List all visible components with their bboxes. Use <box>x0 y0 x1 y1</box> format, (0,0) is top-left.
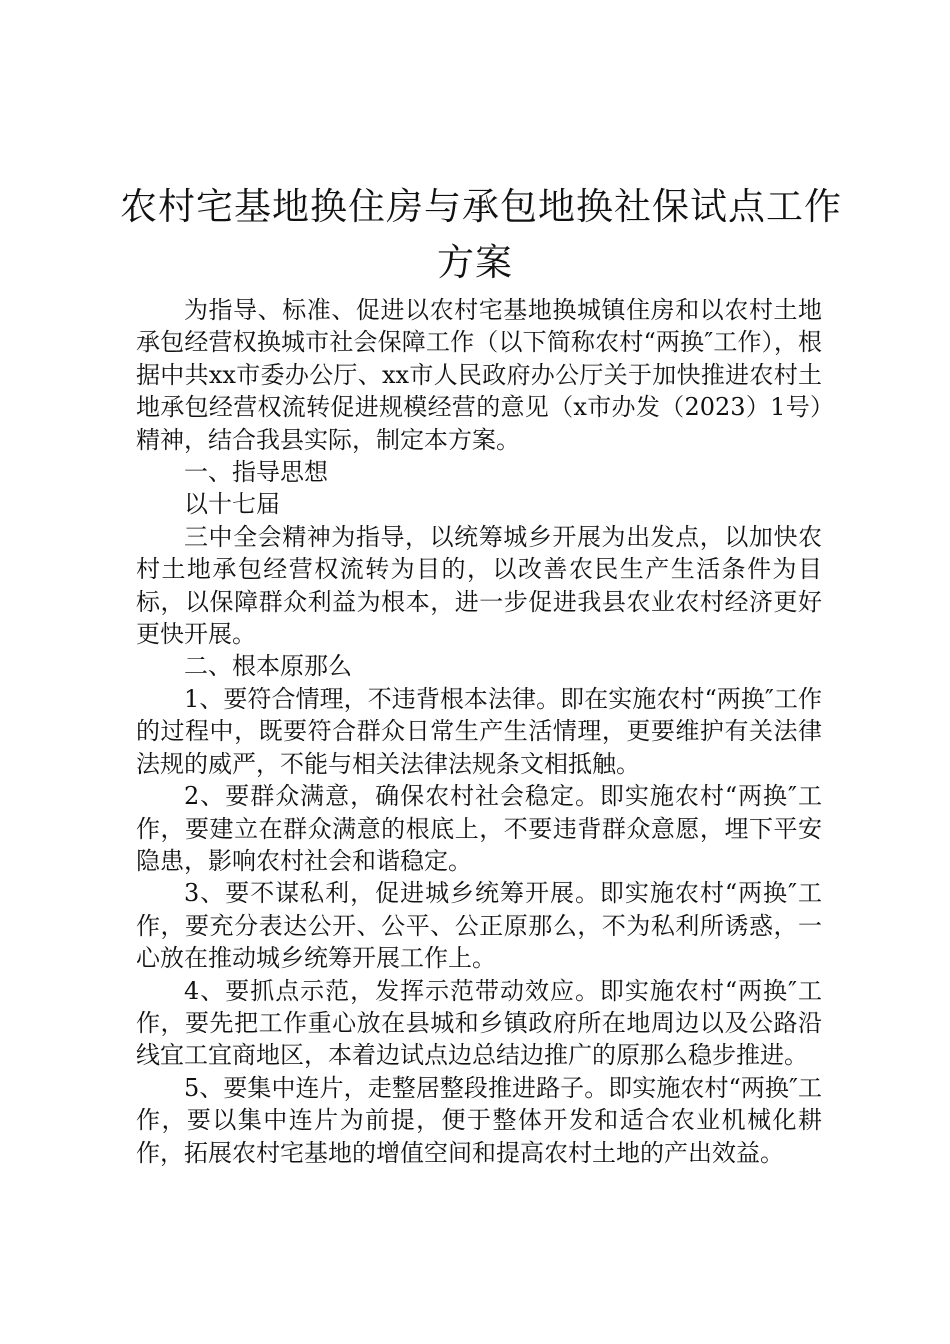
document-title-line-2: 方案 <box>437 241 513 284</box>
document-title-line-1: 农村宅基地换住房与承包地换社保试点工作 <box>120 185 842 228</box>
intro-paragraph: 为指导、标准、促进以农村宅基地换城镇住房和以农村土地承包经营权换城市社会保障工作（以下简称农村“两换″工作），根据中共xx市委办公厅、xx市人民政府办公厅关于加快推进农村土地承包经营权流转促进规模经营的意见（x市办发（2023）1号）精神，结合我县实际，制定本方案。 <box>136 296 822 454</box>
section-heading-basic-principles: 二、根本原那么 <box>184 652 352 681</box>
principle-item-1: 1、要符合情理，不违背根本法律。即在实施农村“两换″工作的过程中，既要符合群众日常生产生活情理，更要维护有关法律法规的威严，不能与相关法律法规条文相抵触。 <box>136 684 822 778</box>
principle-item-2: 2、要群众满意，确保农村社会稳定。即实施农村“两换″工作，要建立在群众满意的根底上，不要违背群众意愿，埋下平安隐患，影响农村社会和谐稳定。 <box>136 782 822 875</box>
document-body <box>136 294 822 1169</box>
principle-item-3: 3、要不谋私利，促进城乡统筹开展。即实施农村“两换″工作，要充分表达公开、公平、公正原那么，不为私利所诱惑，一心放在推动城乡统筹开展工作上。 <box>136 879 822 973</box>
principle-item-4: 4、要抓点示范，发挥示范带动效应。即实施农村“两换″工作，要先把工作重心放在县城和乡镇政府所在地周边以及公路沿线宜工宜商地区，本着边试点边总结边推广的原那么稳步推进。 <box>136 976 822 1070</box>
principle-item-5: 5、要集中连片，走整居整段推进路子。即实施农村“两换″工作，要以集中连片为前提，便于整体开发和适合农业机械化耕作，拓展农村宅基地的增值空间和提高农村土地的产出效益。 <box>136 1073 822 1167</box>
body-paragraph: 三中全会精神为指导，以统筹城乡开展为出发点，以加快农村土地承包经营权流转为目的，以改善农民生产生活条件为目标，以保障群众利益为根本，进一步促进我县农业农村经济更好更快开展。 <box>136 522 822 649</box>
body-paragraph: 以十七届 <box>184 490 280 519</box>
section-heading-guiding-ideology: 一、指导思想 <box>184 458 328 487</box>
